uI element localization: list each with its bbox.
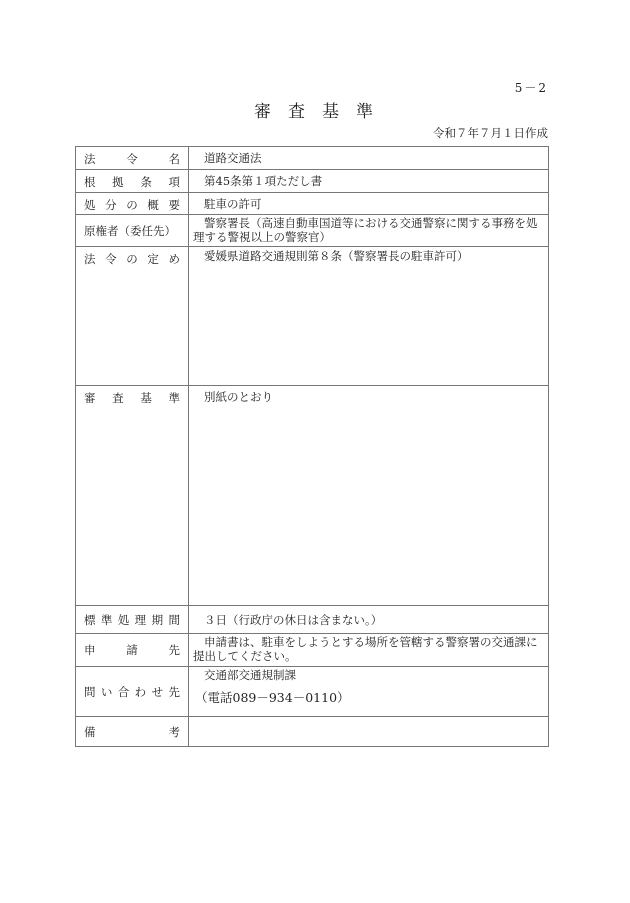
document-title: 審査基準 xyxy=(254,102,390,122)
value-review-standard: 別紙のとおり xyxy=(204,390,273,404)
row-value xyxy=(189,247,549,386)
value-law-name: 道路交通法 xyxy=(204,151,262,165)
table-row-review-standard xyxy=(76,386,549,606)
review-standards-table xyxy=(75,146,549,747)
table-row-disposition-summary xyxy=(76,193,549,215)
label-authority: 原権者（委任先） xyxy=(84,223,176,238)
table-row-legal-provision xyxy=(76,247,549,386)
row-label xyxy=(76,193,189,215)
table-row-legal-basis xyxy=(76,170,549,193)
value-legal-basis: 第45条第１項ただし書 xyxy=(204,174,323,188)
row-value xyxy=(189,147,549,170)
row-label xyxy=(76,170,189,193)
row-label xyxy=(76,147,189,170)
row-label xyxy=(76,386,189,606)
row-value xyxy=(189,193,549,215)
row-value xyxy=(189,606,549,634)
value-contact-department: 交通部交通規制課 xyxy=(204,668,296,682)
row-value xyxy=(189,667,549,717)
label-law-name: 法 令 名 xyxy=(84,152,180,166)
label-contact: 問 い 合 わ せ 先 xyxy=(84,684,180,699)
row-value xyxy=(189,215,549,247)
row-label xyxy=(76,215,189,247)
row-value xyxy=(189,717,549,747)
row-label xyxy=(76,247,189,386)
table-row-application-office xyxy=(76,634,549,667)
table-row-processing-period xyxy=(76,606,549,634)
label-legal-provision: 法 令 の 定 め xyxy=(84,252,180,266)
table-row-authority xyxy=(76,215,549,247)
label-remarks: 備 考 xyxy=(84,724,180,739)
row-value xyxy=(189,634,549,667)
value-authority: 警察署長（高速自動車国道等における交通警察に関する事務を処理する警視以上の警察官） xyxy=(193,216,538,244)
page-number: 5－2 xyxy=(514,81,548,95)
row-label xyxy=(76,717,189,747)
value-processing-period: ３日（行政庁の休日は含まない。） xyxy=(204,612,383,627)
row-label xyxy=(76,667,189,717)
row-label xyxy=(76,634,189,667)
table-row-law-name xyxy=(76,147,549,170)
table-row-remarks xyxy=(76,717,549,747)
label-review-standard: 審 査 基 準 xyxy=(84,391,180,405)
table-row-contact xyxy=(76,667,549,717)
label-disposition-summary: 処 分 の 概 要 xyxy=(84,198,180,212)
created-date: 令和７年７月１日作成 xyxy=(433,126,548,140)
value-disposition-summary: 駐車の許可 xyxy=(204,197,262,211)
value-contact-phone: （電話089－934－0110） xyxy=(195,690,350,705)
label-processing-period: 標 準 処 理 期 間 xyxy=(84,612,180,627)
label-legal-basis: 根 拠 条 項 xyxy=(84,175,180,189)
value-application-office: 申請書は、駐車をしようとする場所を管轄する警察署の交通課に提出してください。 xyxy=(193,635,538,663)
row-label xyxy=(76,606,189,634)
label-application-office: 申 請 先 xyxy=(84,643,180,657)
row-value xyxy=(189,170,549,193)
row-value xyxy=(189,386,549,606)
value-legal-provision: 愛媛県道路交通規則第８条（警察署長の駐車許可） xyxy=(204,249,469,263)
